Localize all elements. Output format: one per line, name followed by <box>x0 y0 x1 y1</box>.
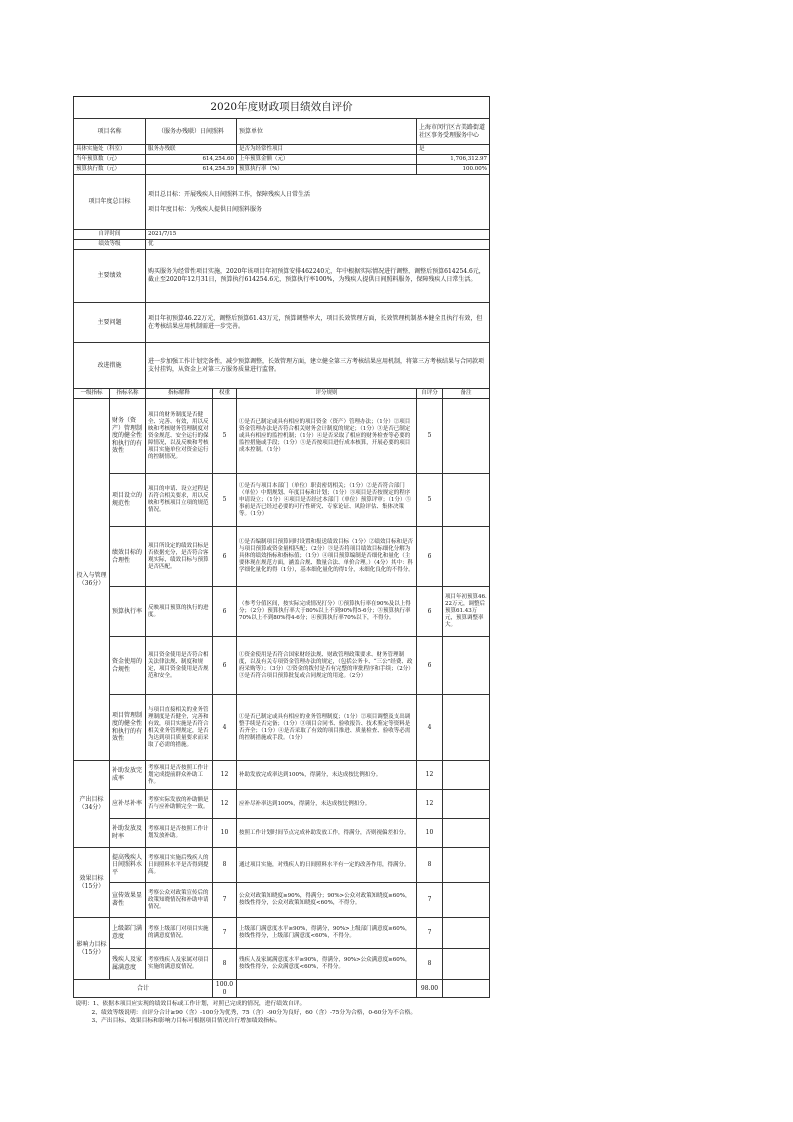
annual-budget-label: 当年预算数（元） <box>74 155 146 165</box>
col-rule: 评分规则 <box>237 389 417 399</box>
table-row <box>74 695 490 761</box>
indicator-weight: 6 <box>213 637 237 695</box>
perf-row <box>74 250 490 303</box>
total-row <box>74 980 490 998</box>
exec-rate: 100.00% <box>417 165 490 175</box>
exec-label: 预算执行数（元） <box>74 165 146 175</box>
impl-unit: 服务办残联 <box>146 145 237 155</box>
total-rule-empty <box>237 980 417 998</box>
impl-unit-row <box>74 145 490 155</box>
annual-budget-row <box>74 155 490 165</box>
indicator-name: 宣传效果显著性 <box>110 883 146 918</box>
table-row <box>74 918 490 949</box>
total-weight: 100.00 <box>213 980 237 998</box>
col-score: 自评分 <box>417 389 443 399</box>
indicator-rule: 按照工作计划时间节点完成补助发放工作，得满分，否则视偏差扣分。 <box>237 819 417 848</box>
page-title: 2020年度财政项目绩效自评价 <box>74 97 490 119</box>
indicator-expl: 项目资金使用是否符合相关法律法规、制度和规定，项目资金使用是否规范和安全。 <box>146 637 213 695</box>
indicator-rule: 公众对政策知晓度≥90%，得满分；90%>公众对政策知晓度≥60%，按线性得分，公众对政策知晓度<60%，不得分。 <box>237 883 417 918</box>
indicator-expl: 考察项目是否按照工作计划完成提前群众补助工作。 <box>146 761 213 790</box>
indicator-score: 6 <box>417 637 443 695</box>
indicator-remark <box>443 474 490 527</box>
indicator-expl: 与项目直接相关的业务管理制度是否健全，完善和有效，项目实施是否符合相关业务管理规定，是否为达到项目质量要求而采取了必需的措施。 <box>146 695 213 761</box>
indicator-remark <box>443 949 490 980</box>
indicator-rule: 残疾人及家属满意度水平≥90%，得满分，90%>公众满意度≥60%，按线性得分，公众满意度<60%，不得分。 <box>237 949 417 980</box>
issues-text: 项目年初预算46.22万元，调整后预算61.43万元，预算调整率大，项目长效管理方面，长效管理机制基本健全且执行有效，但在考核结果应用机制需进一步完善。 <box>146 303 490 343</box>
indicator-name: 项目管理制度的健全性和执行的有效性 <box>110 695 146 761</box>
table-row <box>74 474 490 527</box>
indicator-score: 8 <box>417 848 443 883</box>
total-label: 合计 <box>74 980 213 998</box>
indicator-weight: 8 <box>213 848 237 883</box>
exec-row <box>74 165 490 175</box>
indicator-weight: 12 <box>213 761 237 790</box>
budget-unit-label: 预算单位 <box>237 119 417 145</box>
eval-time: 2021/7/15 <box>146 230 490 240</box>
indicator-remark <box>443 761 490 790</box>
indicator-weight: 12 <box>213 790 237 819</box>
table-row <box>74 949 490 980</box>
measures-label: 改进措施 <box>74 343 146 389</box>
indicator-name: 残疾人及家属满意度 <box>110 949 146 980</box>
measures-text: 进一步加强工作计划完备性，减少预算调整，长效管理方面，建立健全第三方考核结果应用机制，将第三方考核结果与合同款项支付挂钩，从资金上对第三方服务质量进行监督。 <box>146 343 490 389</box>
table-row <box>74 761 490 790</box>
project-name-label: 项目名称 <box>74 119 146 145</box>
indicator-remark <box>443 695 490 761</box>
project-name-row <box>74 119 490 145</box>
indicator-rule: ①是否编制项目预算同时设置和报送绩效目标（1分）②绩效目标和是否与项目预算或资金量相匹配；（2分）③是否将项目绩效目标细化分解为具体的绩效指标和指标值；（1分）④项目预算编制是否细化和量化（主要体现在规范方面，涵盖合规、数量合法、单价合理。）（4分）其中：科学细化量化的得（1分），基本细化量化的得1分，未细化良化的不得分。 <box>237 527 417 587</box>
measures-row <box>74 343 490 389</box>
indicator-rule: ①资金使用是否符合国家财经法规、财政管理政策要求、财务管理制度，以及有关专项资金管理办法的规定，（包括公务卡、“三公”经费、政府采购等）；（3分）②资金的拨付是否有完整的审批程序和手续；（2分）③是否符合项目预算批复或合同规定的用途。（2分） <box>237 637 417 695</box>
indicator-weight: 6 <box>213 587 237 637</box>
note-1: 说明：1、依据本项目应实现的绩效目标或工作计划，对照已完成的情况，进行绩效自评。 <box>75 1001 306 1008</box>
budget-unit: 上海市闵行区古美路街道社区事务受理服务中心 <box>417 119 490 145</box>
eval-time-label: 自评时间 <box>74 230 146 240</box>
goal-text <box>146 175 490 230</box>
col-l1: 一级指标 <box>74 389 110 399</box>
impl-unit-label: 具体实施处（科室） <box>74 145 146 155</box>
goal-row <box>74 175 490 230</box>
goal-label: 项目年度总目标 <box>74 175 146 230</box>
group-label: 效果目标（15分） <box>74 848 110 918</box>
indicator-expl: 项目的申请、设立过程是否符合相关要求，用以反映和考核项目立项的规范情况。 <box>146 474 213 527</box>
indicator-weight: 4 <box>213 695 237 761</box>
indicator-expl: 考察残疾人及家属对项目实施的满意度情况。 <box>146 949 213 980</box>
indicator-weight: 8 <box>213 949 237 980</box>
indicator-name: 预算执行率 <box>110 587 146 637</box>
evaluation-sheet <box>73 96 489 1028</box>
indicator-name: 提高残疾人日间照料水平 <box>110 848 146 883</box>
goal-year: 项目年度目标：为残疾人提供日间照料服务 <box>148 205 263 213</box>
indicator-remark <box>443 848 490 883</box>
group-label: 投入与管理（36分） <box>74 399 110 761</box>
indicator-score: 5 <box>417 474 443 527</box>
indicator-rule: 上级部门满意度水平≥90%，得满分，90%>上级部门满意度≥60%，按线性得分，上级部门满意度<60%，不得分。 <box>237 918 417 949</box>
evaluation-table <box>73 96 490 1028</box>
indicator-name: 应补尽补率 <box>110 790 146 819</box>
indicator-name: 绩效目标的合理性 <box>110 527 146 587</box>
indicator-remark <box>443 637 490 695</box>
group-label: 影响力目标（15分） <box>74 918 110 980</box>
note-3: 3、产出目标、效果目标和影响力目标可根据项目情况自行增加绩效指标。 <box>91 1018 281 1025</box>
table-row <box>74 399 490 474</box>
table-row <box>74 819 490 848</box>
project-name: （服务办残联）日间照料 <box>146 119 237 145</box>
prev-budget-label: 上年预算金额（元） <box>237 155 417 165</box>
prev-budget: 1,706,312.97 <box>417 155 490 165</box>
grade-label: 绩效等级 <box>74 240 146 250</box>
table-row <box>74 527 490 587</box>
indicator-name: 财务（资产）管理制度的健全性和执行的有效性 <box>110 399 146 474</box>
indicator-expl: 反映项目预算的执行的进度。 <box>146 587 213 637</box>
indicator-name: 上级部门满意度 <box>110 918 146 949</box>
indicator-score: 12 <box>417 790 443 819</box>
eval-time-row <box>74 230 490 240</box>
exec-value: 614,254.59 <box>146 165 237 175</box>
indicator-rule: 通过项目实施，对残疾人的日间照料水平有一定的改善作用，得满分。 <box>237 848 417 883</box>
indicator-weight: 7 <box>213 918 237 949</box>
title-row <box>74 97 490 119</box>
indicator-rule: ①是否已制定或具有相应的项目资金（资产）管理办法；（1分）②项目资金管理办法是否符合相关财务会计制度的规定；（1分）③是否已制定或具有相应的监控机制；（1分）④是否采取了相应的财务检查等必要的监控措施或手段；（1分）⑤是否按项目进行成本核算，开展必要的项目成本控制。（1分） <box>237 399 417 474</box>
table-row <box>74 848 490 883</box>
perf-label: 主要绩效 <box>74 250 146 303</box>
indicator-weight: 7 <box>213 883 237 918</box>
indicator-remark <box>443 918 490 949</box>
indicator-remark <box>443 527 490 587</box>
indicator-name: 补助发放完成率 <box>110 761 146 790</box>
total-score: 98.00 <box>417 980 443 998</box>
table-row <box>74 883 490 918</box>
indicator-expl: 项目所设定的绩效目标是否依据充分，是否符合客观实际，绩效目标与预算是否匹配。 <box>146 527 213 587</box>
indicator-expl: 考察公众对政策宣传后的政策知晓情况和补助申请情况。 <box>146 883 213 918</box>
indicator-name: 补助发放及时率 <box>110 819 146 848</box>
recurring: 是 <box>417 145 490 155</box>
indicator-rule: 应补尽补率达到100%，得满分，未达成按比例扣分。 <box>237 790 417 819</box>
issues-row <box>74 303 490 343</box>
indicator-score: 4 <box>417 695 443 761</box>
table-row <box>74 587 490 637</box>
table-row <box>74 790 490 819</box>
annual-budget: 614,254.60 <box>146 155 237 165</box>
indicator-weight: 10 <box>213 819 237 848</box>
indicator-score: 6 <box>417 587 443 637</box>
perf-text: 购买服务为经常性项目实施，2020年该项目年初预算安排462240元，年中根据实际情况进行调整，调整后预算614254.6元，截止至2020年12月31日，预算执行614254.6元，预算执行率100%，为残疾人提供日间照料服务，保障残疾人日常生活。 <box>146 250 490 303</box>
notes <box>74 998 490 1028</box>
indicator-rule: ①是否已制定或具有相应的业务管理制度；（1分）②项目调整及支出调整手续是否完备；（1分）③项目合同书、验收报告、技术鉴定等资料是否齐全；（1分）④是否采取了有效的项目推进、质量检查、验收等必需的控制措施或手段。（1分） <box>237 695 417 761</box>
indicator-score: 12 <box>417 761 443 790</box>
group-label: 产出目标（34分） <box>74 761 110 848</box>
indicator-rule: ①是否与项目本部门（单位）职责密切相关；（1分）②是否符合部门（单位）中期规划、年度目标和计划；（1分）③项目是否按规定的程序申请设立；（1分）④项目是否经过本部门（单位）预算评审；（1分）⑤事前是否已经过必要的可行性研究、专家论证、风险评估、集体决策等。（1分） <box>237 474 417 527</box>
indicator-name: 资金使用的合规性 <box>110 637 146 695</box>
grade-row <box>74 240 490 250</box>
indicator-remark <box>443 790 490 819</box>
indicator-score: 7 <box>417 883 443 918</box>
notes-row <box>74 998 490 1028</box>
indicator-remark <box>443 399 490 474</box>
indicator-score: 5 <box>417 399 443 474</box>
col-l2: 指标名称 <box>110 389 146 399</box>
indicator-expl: 考察上级部门对项目实施的满意度情况。 <box>146 918 213 949</box>
col-expl: 指标解释 <box>146 389 213 399</box>
grade: 优 <box>146 240 490 250</box>
note-2: 2、绩效等级说明：自评分合计≥90（含）-100分为优秀，75（含）-90分为良好，60（含）-75分为合格，0-60分为不合格。 <box>91 1009 417 1016</box>
indicator-expl: 考察项目是否按照工作计划发放补助。 <box>146 819 213 848</box>
exec-rate-label: 预算执行率（%） <box>237 165 417 175</box>
indicator-remark <box>443 819 490 848</box>
indicator-weight: 6 <box>213 527 237 587</box>
col-remark: 备注 <box>443 389 490 399</box>
col-weight: 权重 <box>213 389 237 399</box>
indicator-score: 7 <box>417 918 443 949</box>
indicator-weight: 5 <box>213 474 237 527</box>
indicator-rule: 补助发放完成率达到100%，得满分，未达成按比例扣分。 <box>237 761 417 790</box>
table-row <box>74 637 490 695</box>
recurring-label: 是否为经常性项目 <box>237 145 417 155</box>
indicator-remark: 项目年初预算46.22万元，调整后预算61.43万元，预算调整率大。 <box>443 587 490 637</box>
total-remark-empty <box>443 980 490 998</box>
indicator-expl: 考察项目实施后残疾人的日间照料水平是否得到提高。 <box>146 848 213 883</box>
column-header-row <box>74 389 490 399</box>
goal-total: 项目总目标：开展残疾人日间照料工作，保障残疾人日常生活 <box>148 190 311 198</box>
indicator-weight: 5 <box>213 399 237 474</box>
indicator-score: 10 <box>417 819 443 848</box>
indicator-remark <box>443 883 490 918</box>
issues-label: 主要问题 <box>74 303 146 343</box>
indicator-expl: 考察实际发放的补助额是否与应补助额完全一致。 <box>146 790 213 819</box>
indicator-score: 6 <box>417 527 443 587</box>
indicator-rule: （参考分值区间，按实际完成情况打分）①预算执行率在90%及以上得分；（2分）预算执行率大于80%以上不到90%得5-6分；③预算执行率70%以上不到80%得4-6分；④预算执行率70%以下，不得分。 <box>237 587 417 637</box>
indicator-score: 8 <box>417 949 443 980</box>
indicator-expl: 项目的财务制度是否健全、完善、有效，用以反映和考核财务管理制度对资金规范、安全运行的保障情况，以及反映和考核项目实施单位对资金运行的控制情况。 <box>146 399 213 474</box>
indicator-name: 项目设立的规范性 <box>110 474 146 527</box>
